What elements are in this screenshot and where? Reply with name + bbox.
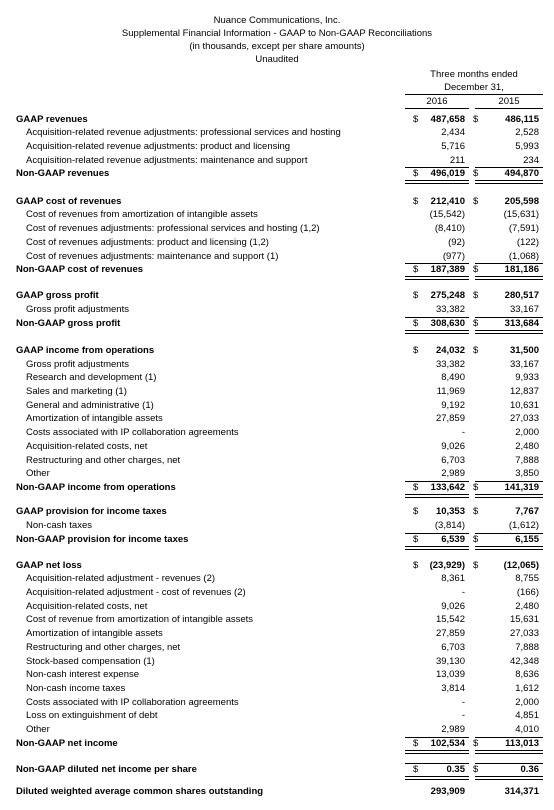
- row-label: Acquisition-related adjustment - revenues (2): [26, 573, 216, 584]
- value-2016: 13,039: [435, 669, 465, 680]
- row-label: Amortization of intangible assets: [26, 413, 163, 424]
- value-2016: 496,019: [430, 168, 465, 179]
- value-2016: (8,410): [434, 223, 465, 234]
- currency-symbol-2016: $: [413, 738, 419, 749]
- value-2016: 8,490: [441, 372, 465, 383]
- value-2015: 313,684: [504, 318, 539, 329]
- value-2016: -: [461, 587, 465, 598]
- row-label: Gross profit adjustments: [26, 359, 129, 370]
- value-2016: -: [461, 427, 465, 438]
- subtotal-rule: [405, 263, 469, 264]
- row-label: Non-GAAP cost of revenues: [16, 264, 144, 275]
- row-label: Cost of revenues adjustments: maintenance and support (1): [26, 251, 279, 262]
- row-label: Acquisition-related revenue adjustments: product and licensing: [26, 141, 291, 152]
- table-row: [0, 468, 554, 480]
- value-2016: 275,248: [430, 290, 465, 301]
- row-label: GAAP provision for income taxes: [16, 506, 167, 517]
- value-2016: -: [461, 710, 465, 721]
- total-double-rule: [475, 330, 543, 334]
- value-2015: (7,591): [508, 223, 539, 234]
- currency-symbol-2015: $: [473, 738, 479, 749]
- value-2015: 27,033: [509, 413, 539, 424]
- table-row: [0, 427, 554, 439]
- table-row: [0, 413, 554, 425]
- row-label: Restructuring and other charges, net: [26, 642, 181, 653]
- total-double-rule: [475, 776, 543, 780]
- value-2016: 9,026: [441, 601, 465, 612]
- table-row: [0, 400, 554, 412]
- value-2016: 6,539: [441, 534, 465, 545]
- period-label-line2: December 31,: [444, 82, 504, 93]
- value-2016: 6,703: [441, 642, 465, 653]
- value-2015: 4,010: [515, 724, 539, 735]
- row-label: Costs associated with IP collaboration agreements: [26, 697, 239, 708]
- subtotal-rule: [405, 737, 469, 738]
- subtotal-rule: [475, 263, 543, 264]
- total-double-rule: [475, 750, 543, 754]
- column-2016-underline: [405, 108, 469, 109]
- period-underline: [405, 94, 543, 95]
- subtotal-rule: [405, 317, 469, 318]
- subtotal-rule: [405, 481, 469, 482]
- value-2016: 0.35: [446, 764, 465, 775]
- value-2015: 2,480: [515, 601, 539, 612]
- row-label: Amortization of intangible assets: [26, 628, 163, 639]
- row-label: Non-cash income taxes: [26, 683, 126, 694]
- total-double-rule: [405, 276, 469, 280]
- subtotal-rule: [475, 167, 543, 168]
- table-row: [0, 196, 554, 208]
- value-2015: (15,631): [503, 209, 539, 220]
- table-row: [0, 764, 554, 776]
- row-label: Other: [26, 724, 50, 735]
- row-label: Diluted weighted average common shares outstanding: [16, 786, 264, 797]
- currency-symbol-2015: $: [473, 264, 479, 275]
- table-row: [0, 114, 554, 126]
- table-row: [0, 656, 554, 668]
- currency-symbol-2016: $: [413, 534, 419, 545]
- value-2016: 6,703: [441, 455, 465, 466]
- value-2016: 33,382: [435, 359, 465, 370]
- value-2016: (3,814): [434, 520, 465, 531]
- value-2015: 2,528: [515, 127, 539, 138]
- value-2015: 280,517: [504, 290, 539, 301]
- currency-symbol-2016: $: [413, 290, 419, 301]
- table-row: [0, 601, 554, 613]
- value-2016: (977): [442, 251, 465, 262]
- value-2015: 5,993: [515, 141, 539, 152]
- table-row: [0, 534, 554, 546]
- row-label: Cost of revenue from amortization of intangible assets: [26, 614, 254, 625]
- currency-symbol-2016: $: [413, 560, 419, 571]
- table-row: [0, 127, 554, 139]
- total-double-rule: [405, 494, 469, 498]
- value-2016: 133,642: [430, 482, 465, 493]
- value-2016: 308,630: [430, 318, 465, 329]
- value-2015: 33,167: [509, 304, 539, 315]
- row-label: Costs associated with IP collaboration agreements: [26, 427, 239, 438]
- subtotal-rule: [475, 481, 543, 482]
- value-2016: (23,929): [429, 560, 465, 571]
- value-2015: (1,068): [508, 251, 539, 262]
- value-2015: 12,837: [509, 386, 539, 397]
- table-row: [0, 372, 554, 384]
- value-2015: 15,631: [509, 614, 539, 625]
- row-label: Non-GAAP income from operations: [16, 482, 176, 493]
- value-2016: 102,534: [430, 738, 465, 749]
- row-label: Acquisition-related revenue adjustments: professional services and hosting: [26, 127, 341, 138]
- value-2015: (166): [516, 587, 539, 598]
- total-double-rule: [475, 276, 543, 280]
- value-2015: 3,850: [515, 468, 539, 479]
- value-2015: 7,888: [515, 642, 539, 653]
- table-row: [0, 345, 554, 357]
- currency-symbol-2016: $: [413, 114, 419, 125]
- company-name: Nuance Communications, Inc.: [213, 15, 341, 26]
- row-label: Non-GAAP diluted net income per share: [16, 764, 197, 775]
- value-2015: 113,013: [505, 738, 539, 749]
- total-double-rule: [475, 494, 543, 498]
- value-2016: 187,389: [430, 264, 465, 275]
- value-2016: 5,716: [441, 141, 465, 152]
- value-2016: 39,130: [435, 656, 465, 667]
- value-2015: 205,598: [504, 196, 539, 207]
- table-row: [0, 141, 554, 153]
- value-2015: 6,155: [515, 534, 539, 545]
- row-label: Restructuring and other charges, net: [26, 455, 181, 466]
- value-2015: 494,870: [504, 168, 539, 179]
- units-note: (in thousands, except per share amounts): [189, 41, 365, 52]
- currency-symbol-2015: $: [473, 506, 479, 517]
- currency-symbol-2015: $: [473, 114, 479, 125]
- row-label: GAAP cost of revenues: [16, 196, 122, 207]
- table-row: [0, 386, 554, 398]
- value-2016: 2,989: [441, 724, 465, 735]
- row-label: Loss on extinguishment of debt: [26, 710, 158, 721]
- total-double-rule: [405, 750, 469, 754]
- table-row: [0, 560, 554, 572]
- currency-symbol-2015: $: [473, 168, 479, 179]
- table-row: [0, 628, 554, 640]
- value-2016: 33,382: [435, 304, 465, 315]
- value-2016: 293,909: [430, 786, 465, 797]
- value-2016: 9,192: [441, 400, 465, 411]
- value-2015: 0.36: [520, 764, 539, 775]
- table-row: [0, 209, 554, 221]
- value-2015: 7,767: [515, 506, 539, 517]
- table-row: [0, 237, 554, 249]
- row-label: Non-cash taxes: [26, 520, 93, 531]
- table-row: [0, 669, 554, 681]
- row-label: General and administrative (1): [26, 400, 154, 411]
- currency-symbol-2015: $: [473, 345, 479, 356]
- row-label: Acquisition-related adjustment - cost of revenues (2): [26, 587, 246, 598]
- value-2015: 2,480: [515, 441, 539, 452]
- row-label: GAAP revenues: [16, 114, 88, 125]
- subtotal-rule: [475, 763, 543, 764]
- row-label: Stock-based compensation (1): [26, 656, 155, 667]
- row-label: Non-GAAP provision for income taxes: [16, 534, 189, 545]
- row-label: Acquisition-related costs, net: [26, 601, 148, 612]
- currency-symbol-2015: $: [473, 482, 479, 493]
- currency-symbol-2016: $: [413, 264, 419, 275]
- value-2015: 314,371: [504, 786, 539, 797]
- table-row: [0, 738, 554, 750]
- currency-symbol-2016: $: [413, 196, 419, 207]
- row-label: Gross profit adjustments: [26, 304, 129, 315]
- currency-symbol-2016: $: [413, 482, 419, 493]
- report-title: Supplemental Financial Information - GAAP to Non-GAAP Reconciliations: [121, 28, 433, 39]
- table-row: [0, 290, 554, 302]
- row-label: GAAP gross profit: [16, 290, 99, 301]
- value-2016: 11,969: [436, 386, 465, 397]
- value-2016: -: [461, 697, 465, 708]
- value-2016: 2,989: [441, 468, 465, 479]
- value-2015: 10,631: [509, 400, 539, 411]
- currency-symbol-2016: $: [413, 345, 419, 356]
- table-row: [0, 683, 554, 695]
- table-row: [0, 441, 554, 453]
- value-2016: 27,859: [435, 413, 465, 424]
- value-2015: 7,888: [515, 455, 539, 466]
- total-double-rule: [405, 180, 469, 184]
- currency-symbol-2015: $: [473, 764, 479, 775]
- value-2015: 2,000: [515, 697, 539, 708]
- value-2015: 2,000: [515, 427, 539, 438]
- currency-symbol-2015: $: [473, 318, 479, 329]
- row-label: Acquisition-related costs, net: [26, 441, 148, 452]
- value-2016: 15,542: [435, 614, 465, 625]
- row-label: Non-GAAP gross profit: [16, 318, 121, 329]
- value-2015: 234: [523, 155, 539, 166]
- currency-symbol-2015: $: [473, 534, 479, 545]
- value-2016: (15,542): [429, 209, 465, 220]
- audit-status: Unaudited: [255, 54, 299, 65]
- row-label: Research and development (1): [26, 372, 157, 383]
- row-label: Non-GAAP revenues: [16, 168, 110, 179]
- value-2015: 8,755: [515, 573, 539, 584]
- value-2016: (92): [448, 237, 465, 248]
- subtotal-rule: [475, 317, 543, 318]
- table-row: [0, 642, 554, 654]
- subtotal-rule: [405, 167, 469, 168]
- total-double-rule: [405, 330, 469, 334]
- value-2016: 2,434: [441, 127, 465, 138]
- table-row: [0, 520, 554, 532]
- subtotal-rule: [405, 533, 469, 534]
- table-row: [0, 359, 554, 371]
- row-label: Other: [26, 468, 50, 479]
- currency-symbol-2015: $: [473, 560, 479, 571]
- value-2015: (12,065): [503, 560, 539, 571]
- table-row: [0, 614, 554, 626]
- table-row: [0, 697, 554, 709]
- total-double-rule: [475, 180, 543, 184]
- table-row: [0, 786, 554, 798]
- column-header-2016: 2016: [426, 96, 448, 107]
- table-row: [0, 318, 554, 330]
- total-double-rule: [405, 776, 469, 780]
- value-2015: 8,636: [515, 669, 539, 680]
- table-row: [0, 251, 554, 263]
- value-2016: 211: [449, 155, 465, 166]
- table-row: [0, 304, 554, 316]
- row-label: GAAP income from operations: [16, 345, 155, 356]
- currency-symbol-2016: $: [413, 318, 419, 329]
- table-row: [0, 506, 554, 518]
- subtotal-rule: [475, 737, 543, 738]
- column-header-2015: 2015: [498, 96, 520, 107]
- currency-symbol-2016: $: [413, 764, 419, 775]
- row-label: GAAP net loss: [16, 560, 82, 571]
- value-2016: 24,032: [435, 345, 465, 356]
- column-2015-underline: [475, 108, 543, 109]
- total-double-rule: [475, 546, 543, 550]
- value-2015: 42,348: [509, 656, 539, 667]
- table-row: [0, 573, 554, 585]
- table-row: [0, 155, 554, 167]
- table-row: [0, 587, 554, 599]
- table-row: [0, 724, 554, 736]
- value-2015: 141,319: [504, 482, 539, 493]
- value-2015: 1,612: [515, 683, 539, 694]
- subtotal-rule: [475, 533, 543, 534]
- table-row: [0, 168, 554, 180]
- value-2015: 486,115: [505, 114, 539, 125]
- table-row: [0, 223, 554, 235]
- currency-symbol-2016: $: [413, 506, 419, 517]
- row-label: Cost of revenues from amortization of intangible assets: [26, 209, 258, 220]
- row-label: Sales and marketing (1): [26, 386, 127, 397]
- row-label: Non-GAAP net income: [16, 738, 118, 749]
- currency-symbol-2015: $: [473, 290, 479, 301]
- total-double-rule: [405, 546, 469, 550]
- row-label: Cost of revenues adjustments: product and licensing (1,2): [26, 237, 269, 248]
- value-2016: 10,353: [435, 506, 465, 517]
- row-label: Acquisition-related revenue adjustments: maintenance and support: [26, 155, 308, 166]
- row-label: Cost of revenues adjustments: professional services and hosting (1,2): [26, 223, 320, 234]
- value-2016: 487,658: [430, 114, 465, 125]
- value-2016: 27,859: [435, 628, 465, 639]
- value-2016: 212,410: [430, 196, 465, 207]
- table-row: [0, 710, 554, 722]
- value-2015: 31,500: [509, 345, 539, 356]
- value-2015: (1,612): [508, 520, 539, 531]
- value-2015: 9,933: [515, 372, 539, 383]
- value-2015: 33,167: [509, 359, 539, 370]
- value-2016: 8,361: [441, 573, 465, 584]
- value-2015: 181,186: [504, 264, 539, 275]
- value-2015: 4,851: [515, 710, 539, 721]
- value-2016: 9,026: [441, 441, 465, 452]
- table-row: [0, 482, 554, 494]
- period-label-line1: Three months ended: [430, 69, 518, 80]
- subtotal-rule: [405, 763, 469, 764]
- table-row: [0, 264, 554, 276]
- currency-symbol-2015: $: [473, 196, 479, 207]
- row-label: Non-cash interest expense: [26, 669, 140, 680]
- currency-symbol-2016: $: [413, 168, 419, 179]
- table-row: [0, 455, 554, 467]
- value-2015: (122): [516, 237, 539, 248]
- value-2016: 3,814: [441, 683, 465, 694]
- value-2015: 27,033: [509, 628, 539, 639]
